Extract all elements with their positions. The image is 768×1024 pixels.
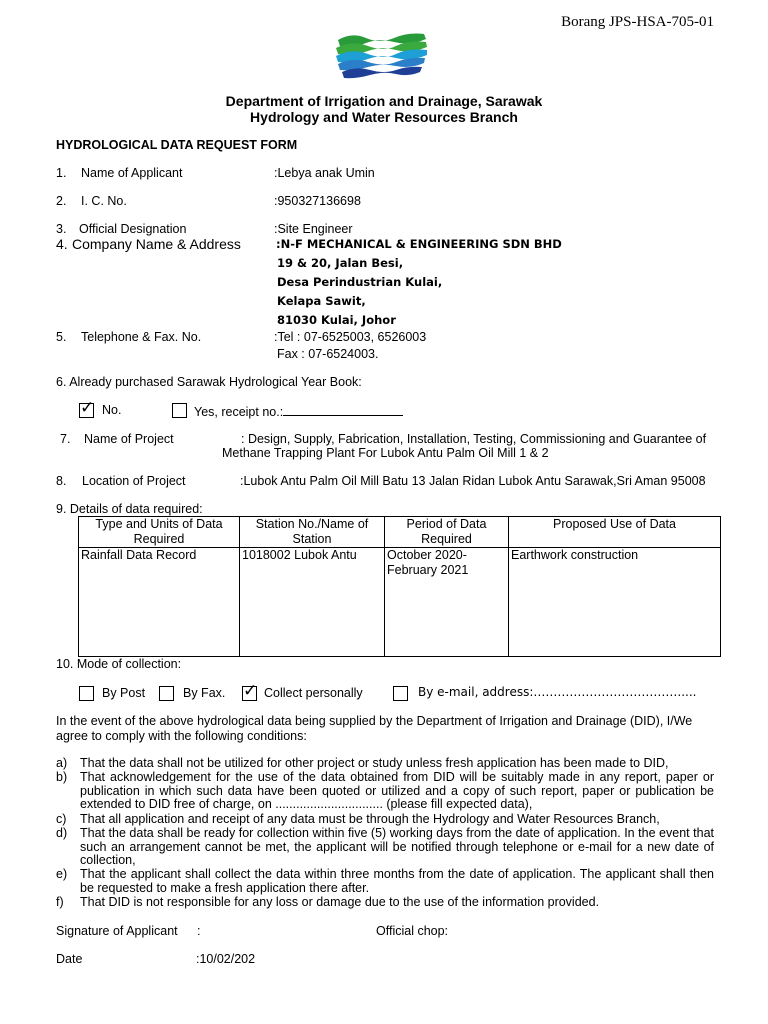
collection-mode-label: 10. Mode of collection: (56, 657, 182, 671)
address-line-1: 19 & 20, Jalan Besi, (277, 256, 404, 270)
cell-period: October 2020- February 2021 (385, 548, 509, 657)
branch-name: Hydrology and Water Resources Branch (250, 109, 518, 125)
signature-label: Signature of Applicant (56, 924, 178, 938)
address-line-3: Kelapa Sawit, (277, 294, 366, 308)
field-1-label: Name of Applicant (81, 166, 183, 180)
conditions-intro: In the event of the above hydrological data being supplied by the Department of Irrigation and Drainage (DID), I/We agree to comply with the following conditions: (56, 714, 693, 743)
condition-b-label: b) (56, 770, 68, 784)
ic-number-value: :950327136698 (274, 194, 361, 208)
field-4-number: 4. (56, 236, 68, 252)
fax-value: Fax : 07-6524003. (277, 347, 379, 361)
field-5-number: 5. (56, 330, 67, 344)
field-2-number: 2. (56, 194, 67, 208)
table-row (79, 548, 721, 657)
project-location-value: :Lubok Antu Palm Oil Mill Batu 13 Jalan Ridan Lubok Antu Sarawak,Sri Aman 95008 (240, 474, 706, 488)
collect-personally-checkbox[interactable] (242, 681, 258, 701)
by-fax-label: By Fax. (183, 686, 226, 700)
department-name: Department of Irrigation and Drainage, Sarawak (225, 93, 543, 109)
field-4-label: Company Name & Address (72, 236, 241, 252)
by-post-label: By Post (102, 686, 146, 700)
address-line-2: Desa Perindustrian Kulai, (277, 275, 443, 289)
condition-e-label: e) (56, 867, 68, 881)
by-email-checkbox[interactable] (393, 686, 408, 701)
field-5-label: Telephone & Fax. No. (81, 330, 202, 344)
condition-e-text: That the applicant shall collect the data within three months from the date of application. The applicant shall then be requested to make a fresh application there after. (80, 867, 714, 895)
telephone-value: :Tel : 07-6525003, 6526003 (274, 330, 427, 344)
cell-use: Earthwork construction (509, 548, 721, 657)
company-name-value: :N-F MECHANICAL & ENGINEERING SDN BHD (276, 237, 562, 251)
field-8-number: 8. (56, 474, 67, 488)
yearbook-yes-checkbox[interactable] (172, 403, 187, 418)
yearbook-question: 6. Already purchased Sarawak Hydrological Year Book: (56, 375, 362, 389)
field-3-label: Official Designation (79, 222, 187, 236)
designation-value: :Site Engineer (274, 222, 353, 236)
field-7-number: 7. (60, 432, 71, 446)
department-logo (332, 30, 432, 80)
cell-station: 1018002 Lubok Antu (240, 548, 385, 657)
check-icon: ✓ (243, 681, 258, 701)
applicant-name-value: :Lebya anak Umin (274, 166, 375, 180)
receipt-number-line[interactable] (283, 403, 403, 416)
project-name-line-1: : Design, Supply, Fabrication, Installation, Testing, Commissioning and Guarantee of (241, 432, 707, 446)
header-period: Period of Data Required (385, 517, 509, 548)
cell-type: Rainfall Data Record (79, 548, 240, 657)
condition-d-text: That the data shall be ready for collection within five (5) working days from the date of application. In the event that such an arrangement cannot be met, the applicant will be notified through telephone or e-mail for a new date of collection, (80, 826, 714, 868)
project-name-label: Name of Project (84, 432, 174, 446)
field-3-number: 3. (56, 222, 67, 236)
form-title: HYDROLOGICAL DATA REQUEST FORM (56, 138, 298, 152)
field-2-label: I. C. No. (81, 194, 127, 208)
project-location-label: Location of Project (82, 474, 186, 488)
header-station: Station No./Name of Station (240, 517, 385, 548)
check-icon: ✓ (80, 398, 95, 418)
condition-f-label: f) (56, 895, 64, 909)
date-value: :10/02/202 (196, 952, 256, 966)
yearbook-no-label: No. (102, 403, 122, 417)
address-line-4: 81030 Kulai, Johor (277, 313, 396, 327)
condition-c-text: That all application and receipt of any data must be through the Hydrology and Water Resources Branch, (80, 812, 660, 826)
yearbook-yes-label: Yes, receipt no.: (194, 403, 403, 419)
header-type-units: Type and Units of Data Required (79, 517, 240, 548)
table-header-row (79, 517, 721, 548)
official-chop-label: Official chop: (376, 924, 449, 938)
by-email-label: By e-mail, address:………………………………..... (418, 685, 697, 699)
condition-b-text: That acknowledgement for the use of the data obtained from DID will be suitably made in any report, paper or publication in which such data have been quoted or utilized and a copy of such report, paper or publication be extended to DID free of charge, on ............................... (please fill expected data), (80, 770, 714, 812)
header-proposed-use: Proposed Use of Data (509, 517, 721, 548)
data-details-label: 9. Details of data required: (56, 502, 203, 516)
by-post-checkbox[interactable] (79, 686, 94, 701)
signature-colon: : (197, 924, 201, 938)
collect-personally-label: Collect personally (264, 686, 363, 700)
condition-c-label: c) (56, 812, 67, 826)
field-1-number: 1. (56, 166, 67, 180)
condition-d-label: d) (56, 826, 68, 840)
yearbook-no-checkbox[interactable] (79, 398, 95, 418)
project-name-line-2: Methane Trapping Plant For Lubok Antu Palm Oil Mill 1 & 2 (222, 446, 549, 460)
data-details-table (78, 516, 721, 657)
condition-a-label: a) (56, 756, 68, 770)
form-code: Borang JPS-HSA-705-01 (561, 14, 714, 30)
condition-f-text: That DID is not responsible for any loss or damage due to the use of the information provided. (80, 895, 600, 909)
email-address-line[interactable]: ………………………………..... (533, 685, 697, 699)
date-label: Date (56, 952, 83, 966)
by-fax-checkbox[interactable] (159, 686, 174, 701)
condition-a-text: That the data shall not be utilized for other project or study unless fresh application has been made to DID, (80, 756, 669, 770)
